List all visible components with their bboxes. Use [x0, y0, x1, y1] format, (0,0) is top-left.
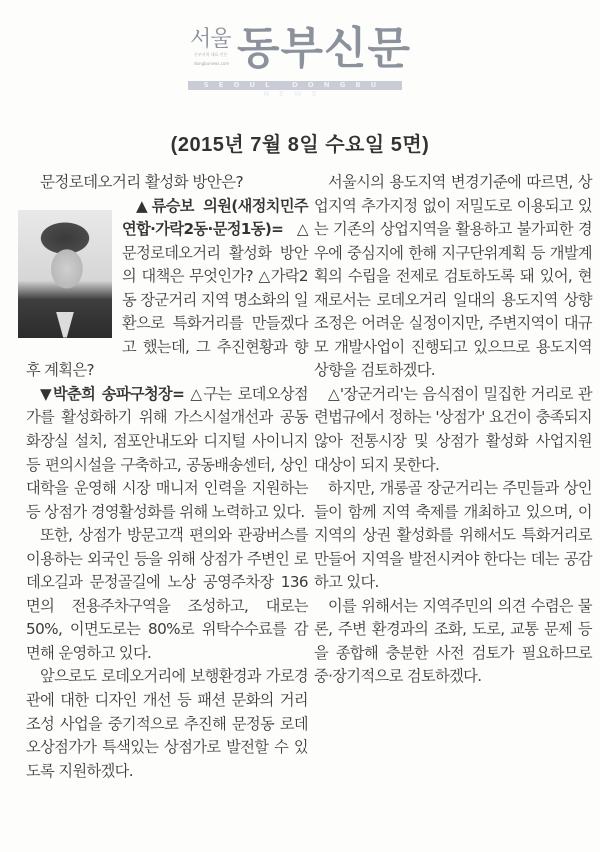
masthead-tagline: 동부지역 대표 언론: [194, 52, 228, 57]
dateline: (2015년 7월 8일 수요일 5면): [170, 134, 430, 156]
answer-paragraph-2: 또한, 상점가 방문고객 편의와 관광버스를 이용하는 외국인 등을 위해 상점가 주변인 로데오길과 문정골길에 노상 공영주차장 136면의 전용주차구역을 조성하고, 대로는 50%, 이면도로는 80%로 위탁수수료를 감면해 운영하고 있다.: [26, 526, 308, 662]
councilor-photo: [18, 210, 112, 338]
masthead-english-band: SEOUL DONGBU NEWS: [188, 81, 402, 90]
answer-text-1: △구는 로데오상점가를 활성화하기 위해 가스시설개선과 공동화장실 설치, 점포안내도와 디지털 사이니지 등 편의시설을 구축하고, 공동배송센터, 상인대학을 운영해 시장 매니저 인력을 지원하는 등 상점가 경영활성화를 위해 노력하고 있다.: [26, 384, 308, 521]
newspaper-title: 동부신문: [237, 23, 412, 74]
question-text: △문정로데오거리 활성화 방안의 대책은 무엇인가? △가락2동 장군거리 지역 명소화의 일환으로 특화거리를 만들겠다고 했는데, 그 추진현황과 향후 계획은?: [26, 220, 308, 380]
masthead-url: dongbunews.com: [194, 61, 230, 66]
photo-shirt-detail: [56, 312, 74, 338]
answer-speaker: ▼박춘희 송파구청장=: [40, 384, 185, 403]
right-paragraph-1: 서울시의 용도지역 변경기준에 따르면, 상업지역 추가지정 없이 저밀도로 이용되고 있는 기존의 상업지역을 활용하고 불가피한 경우에 중심지에 한해 지구단위계획 등 개발계획의 수립을 전제로 검토하도록 돼 있어, 현재로서는 로데오거리 일대의 용도지역 상향조정은 어려운 실정이지만, 주변지역이 대규모 개발사업이 진행되고 있으므로 용도지역 상향을 검토하겠다.: [314, 173, 592, 380]
answer-paragraph-3: 앞으로도 로데오거리에 보행환경과 가로경관에 대한 디자인 개선 등 패션 문화의 거리조성 사업을 중기적으로 추진해 문정동 로데오상점가가 특색있는 상점가로 발전할 수 있도록 지원하겠다.: [26, 667, 308, 780]
right-paragraph-4: 이를 위해서는 지역주민의 의견 수렴은 물론, 주변 환경과의 조화, 도로, 교통 문제 등을 종합해 충분한 사전 검토가 필요하므로 중·장기적으로 검토하겠다.: [314, 596, 592, 686]
masthead-prefix: 서울: [190, 27, 231, 52]
question-speaker: ▲류승보 의원(새정치민주연합·가락2동·문정1동)=: [122, 196, 308, 239]
article-right-column: [314, 171, 592, 689]
article-left-column: [26, 171, 308, 783]
article-headline: 문정로데오거리 활성화 방안은?: [40, 173, 244, 191]
masthead: [0, 0, 600, 110]
right-paragraph-3: 하지만, 개롱골 장군거리는 주민들과 상인들이 함께 지역 축제를 개최하고 있으며, 이 지역의 상권 활성화를 위해서도 특화거리로 만들어 지역을 발전시켜야 한다는 데는 공감하고 있다.: [314, 479, 592, 592]
right-paragraph-2: △'장군거리'는 음식점이 밀집한 거리로 관련법규에서 정하는 '상점가' 요건이 충족되지 않아 전통시장 및 상점가 활성화 사업지원 대상이 되지 못한다.: [314, 384, 592, 474]
answer-paragraph-1: [26, 383, 308, 524]
